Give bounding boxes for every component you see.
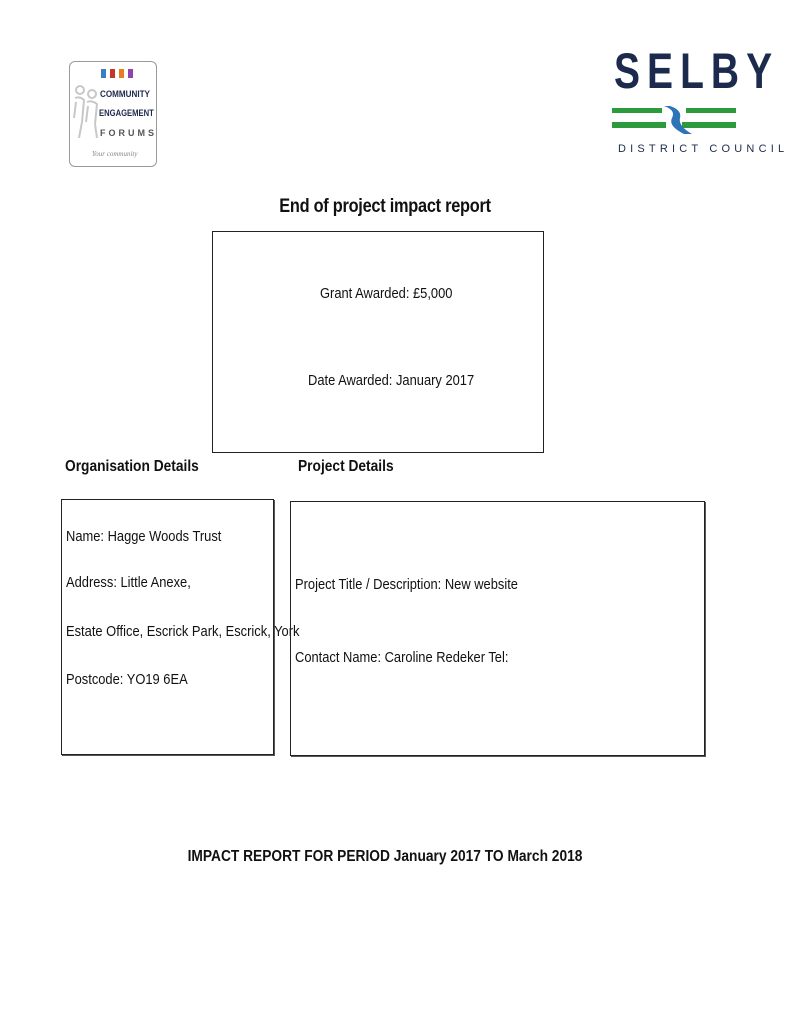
grant-summary-box bbox=[212, 231, 544, 453]
project-details-heading: Project Details bbox=[298, 458, 394, 475]
purple-square bbox=[128, 69, 133, 78]
date-awarded-text: Date Awarded: January 2017 bbox=[308, 372, 475, 389]
organisation-postcode: Postcode: YO19 6EA bbox=[66, 671, 188, 688]
river-stripes-icon bbox=[612, 106, 736, 134]
cef-logo-line3: FORUMS bbox=[100, 128, 157, 138]
cef-logo-line1: COMMUNITY bbox=[100, 89, 150, 99]
organisation-address-line2: Estate Office, Escrick Park, Escrick, York bbox=[66, 623, 300, 640]
page-title: End of project impact report bbox=[279, 196, 491, 217]
people-figures-icon bbox=[72, 82, 102, 142]
color-squares bbox=[101, 69, 133, 78]
grant-awarded-text: Grant Awarded: £5,000 bbox=[320, 285, 453, 302]
orange-square bbox=[119, 69, 124, 78]
red-square bbox=[110, 69, 115, 78]
cef-logo-line2: ENGAGEMENT bbox=[99, 108, 154, 118]
organisation-address-line1: Address: Little Anexe, bbox=[66, 574, 191, 591]
organisation-name: Name: Hagge Woods Trust bbox=[66, 528, 222, 545]
cef-logo-tagline: Your community bbox=[92, 150, 138, 158]
impact-report-period-heading: IMPACT REPORT FOR PERIOD January 2017 TO March 2018 bbox=[187, 848, 583, 865]
project-contact-name: Contact Name: Caroline Redeker Tel: bbox=[295, 649, 509, 666]
organisation-details-heading: Organisation Details bbox=[65, 458, 199, 475]
community-engagement-forums-logo bbox=[69, 61, 157, 167]
selby-logo-subtitle: DISTRICT COUNCIL bbox=[618, 143, 788, 155]
selby-district-council-logo bbox=[610, 43, 788, 160]
project-title-description: Project Title / Description: New website bbox=[295, 576, 518, 593]
selby-logo-word: SELBY bbox=[614, 43, 780, 99]
project-details-box bbox=[290, 501, 705, 756]
blue-square bbox=[101, 69, 106, 78]
